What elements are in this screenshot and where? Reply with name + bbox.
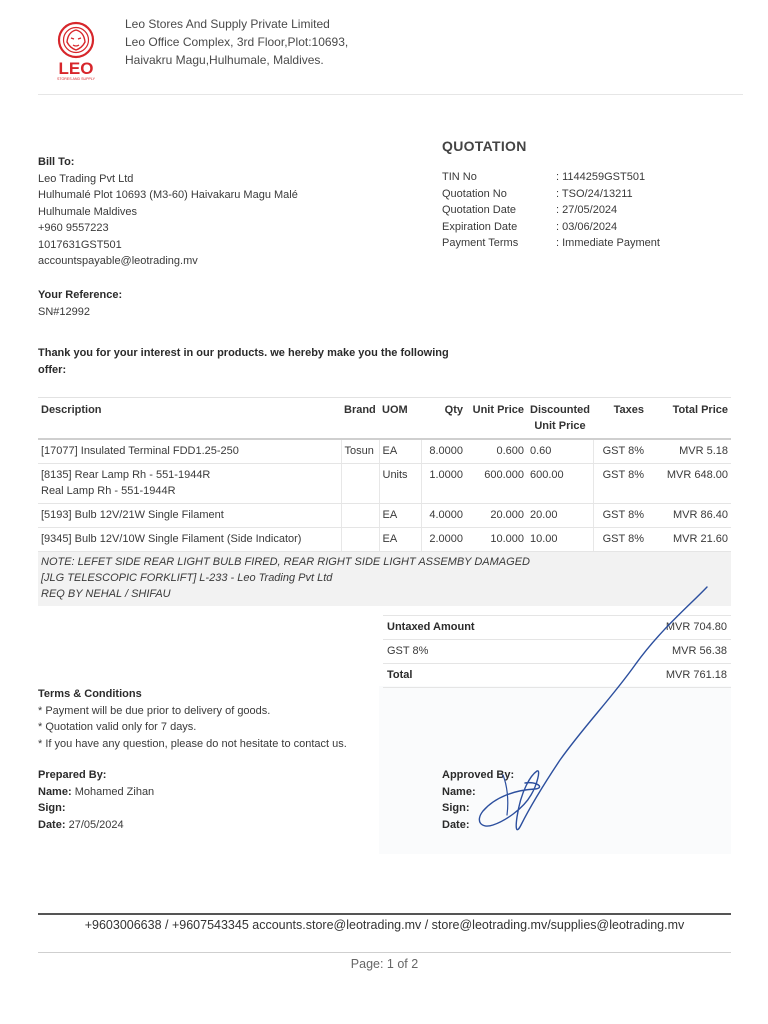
cell-taxes: GST 8% bbox=[593, 528, 647, 552]
cell-brand bbox=[341, 504, 379, 528]
cell-unit-price: 20.000 bbox=[466, 504, 527, 528]
logo-text: LEO bbox=[58, 59, 94, 78]
untaxed-value: MVR 704.80 bbox=[585, 616, 731, 640]
cell-description bbox=[38, 464, 341, 504]
prepared-sign-label: Sign: bbox=[38, 802, 66, 814]
bill-to-block bbox=[38, 154, 298, 270]
cell-brand bbox=[341, 464, 379, 504]
approved-date-label: Date: bbox=[442, 818, 470, 831]
col-discounted-line-2: Unit Price bbox=[534, 420, 586, 432]
company-address-line-1: Leo Office Complex, 3rd Floor,Plot:10693, bbox=[125, 35, 349, 49]
meta-label: Expiration Date bbox=[442, 220, 518, 233]
reference-value: SN#12992 bbox=[38, 305, 90, 318]
meta-row-tin bbox=[442, 169, 660, 186]
prepared-date-label: Date: bbox=[38, 818, 66, 831]
prepared-heading: Prepared By: bbox=[38, 769, 107, 781]
col-description: Description bbox=[38, 398, 341, 440]
header-divider bbox=[38, 94, 743, 95]
untaxed-label: Untaxed Amount bbox=[383, 616, 585, 640]
logo-subtext: STORES AND SUPPLY bbox=[56, 77, 96, 81]
col-qty: Qty bbox=[421, 398, 466, 440]
handwritten-signature bbox=[445, 585, 715, 840]
cell-uom: EA bbox=[379, 504, 421, 528]
meta-row-expiration-date bbox=[442, 219, 660, 236]
cell-taxes: GST 8% bbox=[593, 464, 647, 504]
meta-value: : Immediate Payment bbox=[556, 237, 660, 249]
meta-label: Payment Terms bbox=[442, 237, 519, 249]
bill-to-line: Hulhumalé Plot 10693 (M3-60) Haivakaru Magu Malé bbox=[38, 189, 298, 201]
terms-line: * Payment will be due prior to delivery of goods. bbox=[38, 704, 271, 717]
table-row bbox=[38, 528, 731, 552]
meta-row-quotation-date bbox=[442, 202, 660, 219]
cell-qty: 1.0000 bbox=[421, 464, 466, 504]
page-number: Page: 1 of 2 bbox=[350, 957, 419, 971]
cell-discounted: 10.00 bbox=[527, 528, 593, 552]
cell-uom: Units bbox=[379, 464, 421, 504]
document-title: QUOTATION bbox=[442, 138, 527, 154]
approved-sign-label: Sign: bbox=[442, 802, 470, 814]
cell-uom: EA bbox=[379, 528, 421, 552]
cell-description-line-2: Real Lamp Rh - 551-1944R bbox=[41, 485, 176, 497]
cell-taxes: GST 8% bbox=[593, 439, 647, 464]
note-line: NOTE: LEFET SIDE REAR LIGHT BULB FIRED, REAR RIGHT SIDE LIGHT ASSEMBY DAMAGED bbox=[41, 556, 530, 568]
approved-name-label: Name: bbox=[442, 785, 476, 798]
bill-to-heading: Bill To: bbox=[38, 156, 75, 168]
cell-brand: Tosun bbox=[341, 439, 379, 464]
cell-taxes: GST 8% bbox=[593, 504, 647, 528]
cell-total: MVR 86.40 bbox=[647, 504, 731, 528]
cell-qty: 2.0000 bbox=[421, 528, 466, 552]
table-row bbox=[38, 504, 731, 528]
cell-description: [17077] Insulated Terminal FDD1.25-250 bbox=[38, 439, 341, 464]
col-uom: UOM bbox=[379, 398, 421, 440]
footer-divider bbox=[38, 913, 731, 915]
meta-label: Quotation Date bbox=[442, 204, 516, 216]
cell-qty: 8.0000 bbox=[421, 439, 466, 464]
offer-intro: Thank you for your interest in our products. we hereby make you the following offer: bbox=[38, 347, 449, 376]
cell-discounted: 600.00 bbox=[527, 464, 593, 504]
prepared-by-block bbox=[38, 767, 154, 833]
prepared-date-value: 27/05/2024 bbox=[68, 818, 124, 831]
table-row bbox=[38, 439, 731, 464]
footer-contact: +9603006638 / +9607543345 accounts.store@leotrading.mv / store@leotrading.mv/supplies@leotrading.mv bbox=[84, 918, 685, 932]
tax-value: MVR 56.38 bbox=[585, 640, 731, 664]
cell-description: [5193] Bulb 12V/21W Single Filament bbox=[38, 504, 341, 528]
note-line: REQ BY NEHAL / SHIFAU bbox=[41, 588, 171, 600]
terms-heading: Terms & Conditions bbox=[38, 688, 142, 700]
table-row bbox=[38, 464, 731, 504]
cell-uom: EA bbox=[379, 439, 421, 464]
tax-label: GST 8% bbox=[383, 640, 585, 664]
cell-qty: 4.0000 bbox=[421, 504, 466, 528]
bill-to-line: 1017631GST501 bbox=[38, 238, 122, 251]
total-value: MVR 761.18 bbox=[585, 664, 731, 688]
bill-to-line: accountspayable@leotrading.mv bbox=[38, 255, 198, 267]
cell-unit-price: 600.000 bbox=[466, 464, 527, 504]
prepared-name-label: Name: bbox=[38, 785, 72, 798]
col-discounted-line-1: Discounted bbox=[530, 404, 590, 416]
meta-value: : 03/06/2024 bbox=[556, 220, 618, 233]
company-info bbox=[125, 15, 348, 69]
meta-row-payment-terms bbox=[442, 235, 660, 252]
meta-row-quotation-no bbox=[442, 186, 660, 203]
reference-block bbox=[38, 287, 122, 320]
col-unit-price: Unit Price bbox=[466, 398, 527, 440]
cell-discounted: 0.60 bbox=[527, 439, 593, 464]
meta-label: TIN No bbox=[442, 171, 477, 183]
prepared-name-value: Mohamed Zihan bbox=[74, 785, 155, 798]
terms-line: * If you have any question, please do not hesitate to contact us. bbox=[38, 737, 347, 750]
cell-total: MVR 5.18 bbox=[647, 439, 731, 464]
col-brand: Brand bbox=[341, 398, 379, 440]
bill-to-line: Leo Trading Pvt Ltd bbox=[38, 172, 134, 185]
meta-label: Quotation No bbox=[442, 187, 507, 200]
cell-description: [9345] Bulb 12V/10W Single Filament (Side Indicator) bbox=[38, 528, 341, 552]
terms-line: * Quotation valid only for 7 days. bbox=[38, 721, 197, 733]
col-total-price: Total Price bbox=[647, 398, 731, 440]
meta-value: : 1144259GST501 bbox=[556, 171, 646, 183]
cell-discounted: 20.00 bbox=[527, 504, 593, 528]
items-table bbox=[38, 397, 731, 606]
bill-to-line: +960 9557223 bbox=[38, 222, 109, 234]
total-label: Total bbox=[383, 664, 585, 688]
cell-brand bbox=[341, 528, 379, 552]
table-header-row bbox=[38, 398, 731, 440]
cell-description-line-1: [8135] Rear Lamp Rh - 551-1944R bbox=[41, 469, 211, 481]
note-line: [JLG TELESCOPIC FORKLIFT] L-233 - Leo Trading Pvt Ltd bbox=[41, 572, 333, 584]
col-discounted-unit-price bbox=[527, 398, 593, 440]
cell-unit-price: 10.000 bbox=[466, 528, 527, 552]
cell-total: MVR 648.00 bbox=[647, 464, 731, 504]
reference-heading: Your Reference: bbox=[38, 289, 123, 301]
quotation-meta bbox=[442, 169, 660, 252]
terms-block bbox=[38, 686, 347, 752]
company-logo bbox=[52, 20, 100, 82]
company-name: Leo Stores And Supply Private Limited bbox=[125, 17, 330, 31]
col-taxes: Taxes bbox=[593, 398, 647, 440]
bill-to-line: Hulhumale Maldives bbox=[38, 205, 138, 218]
approved-heading: Approved By: bbox=[442, 769, 515, 781]
cell-total: MVR 21.60 bbox=[647, 528, 731, 552]
footer-divider-2 bbox=[38, 952, 731, 953]
company-address-line-2: Haivakru Magu,Hulhumale, Maldives. bbox=[125, 53, 324, 67]
meta-value: : 27/05/2024 bbox=[556, 204, 618, 216]
meta-value: : TSO/24/13211 bbox=[556, 187, 633, 200]
cell-unit-price: 0.600 bbox=[466, 439, 527, 464]
